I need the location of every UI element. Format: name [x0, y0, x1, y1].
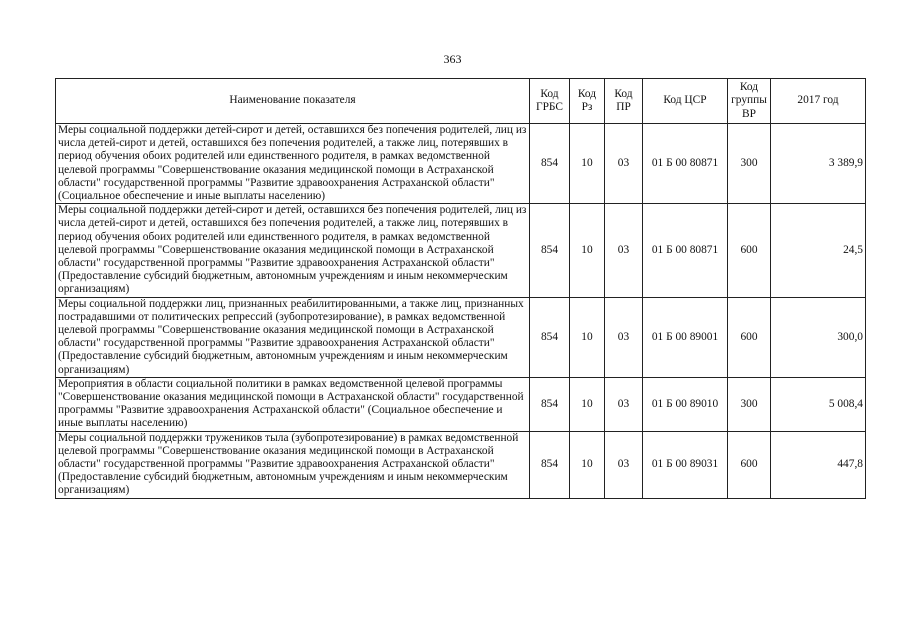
- header-year: 2017 год: [771, 79, 866, 124]
- header-vr: Код группы ВР: [728, 79, 771, 124]
- row-vr: 600: [728, 431, 771, 498]
- row-grbs: 854: [530, 431, 570, 498]
- table-row: [56, 204, 866, 297]
- table-row: [56, 431, 866, 498]
- page-number: 363: [443, 52, 462, 66]
- header-name: Наименование показателя: [56, 79, 530, 124]
- row-amount: 447,8: [771, 431, 866, 498]
- row-csr: 01 Б 00 89001: [643, 297, 728, 377]
- row-amount: 24,5: [771, 204, 866, 297]
- row-csr: 01 Б 00 89010: [643, 377, 728, 431]
- row-vr: 300: [728, 124, 771, 204]
- row-csr: 01 Б 00 80871: [643, 204, 728, 297]
- budget-table: [55, 78, 866, 499]
- row-pr: 03: [605, 124, 643, 204]
- row-grbs: 854: [530, 124, 570, 204]
- row-vr: 600: [728, 204, 771, 297]
- row-grbs: 854: [530, 204, 570, 297]
- table-row: [56, 377, 866, 431]
- header-grbs: Код ГРБС: [530, 79, 570, 124]
- row-name: Мероприятия в области социальной политики в рамках ведомственной целевой программы "Совершенствование оказания медицинской помощи в Астраханской области" государственной программы "Развитие здравоохранения Астраханской области" (Социальное обеспечение и иные выплаты населению): [56, 377, 530, 431]
- row-rz: 10: [570, 124, 605, 204]
- row-pr: 03: [605, 431, 643, 498]
- row-vr: 300: [728, 377, 771, 431]
- row-csr: 01 Б 00 89031: [643, 431, 728, 498]
- row-name: Меры социальной поддержки тружеников тыла (зубопротезирование) в рамках ведомственной целевой программы "Совершенствование оказания медицинской помощи в Астраханской области" государственной программы "Развитие здравоохранения Астраханской области" (Предоставление субсидий бюджетным, автономным учреждениям и иным некоммерческим организациям): [56, 431, 530, 498]
- row-name: Меры социальной поддержки лиц, признанных реабилитированными, а также лиц, признанных пострадавшими от политических репрессий (зубопротезирование), в рамках ведомственной целевой программы "Совершенствование оказания медицинской помощи в Астраханской области" государственной программы "Развитие здравоохранения Астраханской области" (Предоставление субсидий бюджетным, автономным учреждениям и иным некоммерческим организациям): [56, 297, 530, 377]
- row-pr: 03: [605, 377, 643, 431]
- row-csr: 01 Б 00 80871: [643, 124, 728, 204]
- table-row: [56, 297, 866, 377]
- row-rz: 10: [570, 431, 605, 498]
- row-pr: 03: [605, 204, 643, 297]
- row-name: Меры социальной поддержки детей-сирот и детей, оставшихся без попечения родителей, лиц из числа детей-сирот и детей, оставшихся без попечения родителей, а также лиц, потерявших в период обучения обоих родителей или единственного родителя, в рамках ведомственной целевой программы "Совершенствование оказания медицинской помощи в Астраханской области" государственной программы "Развитие здравоохранения Астраханской области" (Предоставление субсидий бюджетным, автономным учреждениям и иным некоммерческим организациям): [56, 204, 530, 297]
- header-pr: Код ПР: [605, 79, 643, 124]
- header-rz: Код Рз: [570, 79, 605, 124]
- row-grbs: 854: [530, 377, 570, 431]
- row-amount: 300,0: [771, 297, 866, 377]
- table-row: [56, 124, 866, 204]
- table-header-row: [56, 79, 866, 124]
- row-amount: 3 389,9: [771, 124, 866, 204]
- row-pr: 03: [605, 297, 643, 377]
- row-rz: 10: [570, 377, 605, 431]
- row-grbs: 854: [530, 297, 570, 377]
- row-name: Меры социальной поддержки детей-сирот и детей, оставшихся без попечения родителей, лиц из числа детей-сирот и детей, оставшихся без попечения родителей, а также лиц, потерявших в период обучения обоих родителей или единственного родителя, в рамках ведомственной целевой программы "Совершенствование оказания медицинской помощи в Астраханской области" государственной программы "Развитие здравоохранения Астраханской области" (Социальное обеспечение и иные выплаты населению): [56, 124, 530, 204]
- header-csr: Код ЦСР: [643, 79, 728, 124]
- row-amount: 5 008,4: [771, 377, 866, 431]
- row-vr: 600: [728, 297, 771, 377]
- row-rz: 10: [570, 204, 605, 297]
- row-rz: 10: [570, 297, 605, 377]
